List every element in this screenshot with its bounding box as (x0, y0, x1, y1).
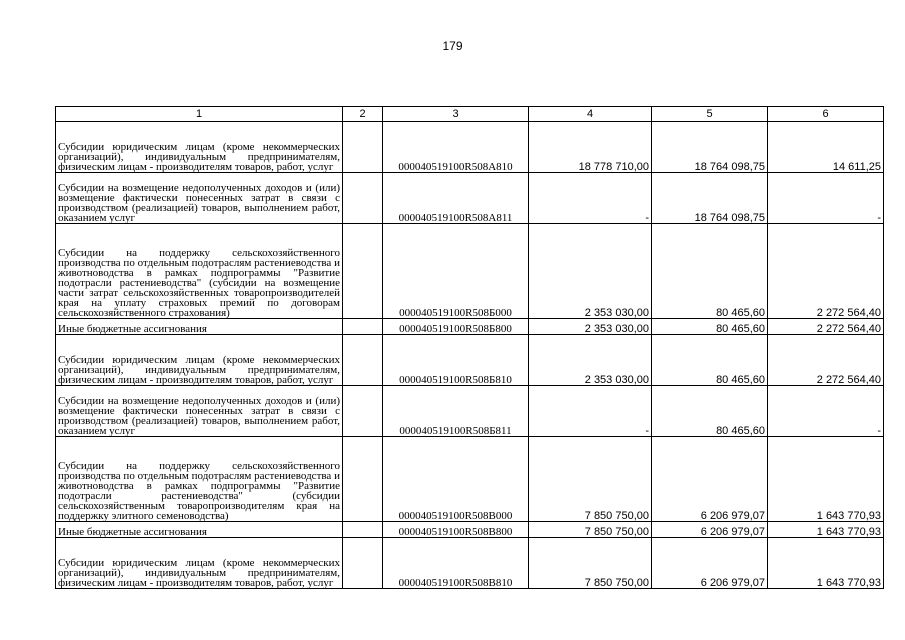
row-description: Иные бюджетные ассигнования (56, 319, 343, 335)
row-value-6: 1 643 770,93 (768, 538, 884, 589)
row-description: Субсидии на возмещение недополученных доходов и (или) возмещение фактически понесенных затрат в связи с производством (реализацией) товаров, выполнением работ, оказанием услуг (56, 173, 343, 224)
row-col2 (343, 386, 383, 437)
row-col2 (343, 319, 383, 335)
row-value-5: 80 465,60 (652, 335, 768, 386)
row-code: 000040519100R508Б000 (383, 224, 529, 319)
row-code: 000040519100R508А810 (383, 122, 529, 173)
column-header: 3 (383, 107, 529, 122)
row-value-5: 6 206 979,07 (652, 538, 768, 589)
table-header-row (56, 107, 884, 122)
table-row (56, 319, 884, 335)
table-row (56, 173, 884, 224)
row-value-6: 14 611,25 (768, 122, 884, 173)
row-value-6: 1 643 770,93 (768, 437, 884, 522)
row-description: Субсидии на поддержку сельскохозяйственного производства по отдельным подотраслям растениеводства и животноводства в рамках подпрограммы "Развитие подотрасли растениеводства" (субсидии сельскохозяйственным товаропроизводителям края на поддержку элитного семеноводства) (56, 437, 343, 522)
row-value-6: - (768, 386, 884, 437)
row-col2 (343, 437, 383, 522)
row-value-4: 2 353 030,00 (529, 319, 652, 335)
row-value-5: 18 764 098,75 (652, 173, 768, 224)
row-value-4: 2 353 030,00 (529, 335, 652, 386)
row-value-4: 7 850 750,00 (529, 522, 652, 538)
column-header: 4 (529, 107, 652, 122)
row-code: 000040519100R508А811 (383, 173, 529, 224)
row-value-4: 7 850 750,00 (529, 437, 652, 522)
row-value-6: 2 272 564,40 (768, 224, 884, 319)
row-value-5: 80 465,60 (652, 319, 768, 335)
row-value-4: - (529, 386, 652, 437)
table-row (56, 386, 884, 437)
row-col2 (343, 173, 383, 224)
row-value-5: 18 764 098,75 (652, 122, 768, 173)
row-col2 (343, 224, 383, 319)
row-value-5: 80 465,60 (652, 224, 768, 319)
row-value-4: - (529, 173, 652, 224)
row-description: Субсидии юридическим лицам (кроме некоммерческих организаций), индивидуальным предпринимателям, физическим лицам - производителям товаров, работ, услуг (56, 335, 343, 386)
row-value-6: 1 643 770,93 (768, 522, 884, 538)
table-row (56, 522, 884, 538)
row-value-6: - (768, 173, 884, 224)
row-col2 (343, 538, 383, 589)
table-row (56, 335, 884, 386)
row-code: 000040519100R508В810 (383, 538, 529, 589)
column-header: 2 (343, 107, 383, 122)
row-value-6: 2 272 564,40 (768, 319, 884, 335)
row-description: Субсидии юридическим лицам (кроме некоммерческих организаций), индивидуальным предпринимателям, физическим лицам - производителям товаров, работ, услуг (56, 122, 343, 173)
row-code: 000040519100R508Б810 (383, 335, 529, 386)
row-value-5: 6 206 979,07 (652, 522, 768, 538)
table-row (56, 224, 884, 319)
row-value-5: 6 206 979,07 (652, 437, 768, 522)
row-description: Иные бюджетные ассигнования (56, 522, 343, 538)
table-row (56, 122, 884, 173)
table-row (56, 538, 884, 589)
row-value-4: 2 353 030,00 (529, 224, 652, 319)
row-value-4: 7 850 750,00 (529, 538, 652, 589)
row-code: 000040519100R508Б811 (383, 386, 529, 437)
row-code: 000040519100R508В000 (383, 437, 529, 522)
row-value-5: 80 465,60 (652, 386, 768, 437)
row-col2 (343, 335, 383, 386)
column-header: 5 (652, 107, 768, 122)
row-col2 (343, 122, 383, 173)
row-value-6: 2 272 564,40 (768, 335, 884, 386)
column-header: 1 (56, 107, 343, 122)
column-header: 6 (768, 107, 884, 122)
row-value-4: 18 778 710,00 (529, 122, 652, 173)
row-col2 (343, 522, 383, 538)
row-description: Субсидии на поддержку сельскохозяйственного производства по отдельным подотраслям растениеводства и животноводства в рамках подпрограммы "Развитие подотрасли растениеводства" (субсидии на возмещение части затрат сельскохозяйственных товаропроизводителей края на уплату страховых премий по договорам сельскохозяйственного страхования) (56, 224, 343, 319)
row-description: Субсидии юридическим лицам (кроме некоммерческих организаций), индивидуальным предпринимателям, физическим лицам - производителям товаров, работ, услуг (56, 538, 343, 589)
row-code: 000040519100R508В800 (383, 522, 529, 538)
row-code: 000040519100R508Б800 (383, 319, 529, 335)
budget-table (55, 106, 884, 589)
page-number: 179 (442, 39, 463, 53)
table-row (56, 437, 884, 522)
row-description: Субсидии на возмещение недополученных доходов и (или) возмещение фактически понесенных затрат в связи с производством (реализацией) товаров, выполнением работ, оказанием услуг (56, 386, 343, 437)
